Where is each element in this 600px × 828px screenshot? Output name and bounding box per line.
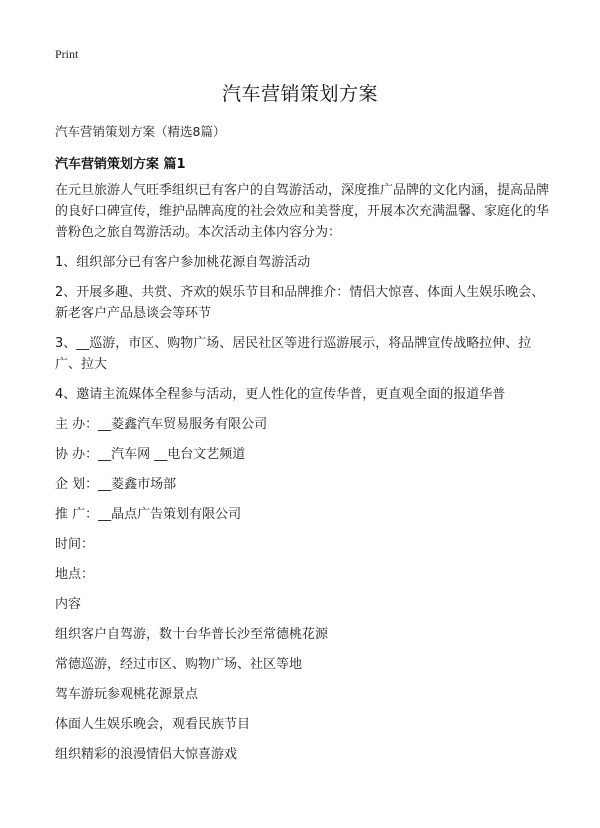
content-item-2: 常德巡游，经过市区、购物广场、社区等地 bbox=[55, 657, 303, 672]
document-body bbox=[55, 180, 550, 765]
promoter-line: 推 广：__晶点广告策划有限公司 bbox=[55, 507, 242, 522]
paragraph-item-2: 2、开展多趣、共赏、齐欢的娱乐节目和品牌推介：情侣大惊喜、体面人生娱乐晚会、新老客户产品恳谈会等环节 bbox=[55, 285, 545, 321]
time-line: 时间： bbox=[55, 537, 95, 552]
paragraph-item-4: 4、邀请主流媒体全程参与活动，更人性化的宣传华普，更直观全面的报道华普 bbox=[55, 387, 506, 402]
content-heading: 内容 bbox=[55, 597, 82, 612]
organizer-line: 主 办：__菱鑫汽车贸易服务有限公司 bbox=[55, 417, 268, 432]
content-item-1: 组织客户自驾游，数十台华普长沙至常德桃花源 bbox=[55, 627, 329, 642]
document-title: 汽车营销策划方案 bbox=[221, 83, 378, 105]
document-subtitle: 汽车营销策划方案（精选8篇） bbox=[55, 124, 226, 139]
paragraph-item-1: 1、组织部分已有客户参加桃花源自驾游活动 bbox=[55, 255, 311, 270]
paragraph-item-3: 3、__巡游，市区、购物广场、居民社区等进行巡游展示，将品牌宣传战略拉伸、拉广、拉大 bbox=[55, 336, 532, 372]
planner-line: 企 划：__菱鑫市场部 bbox=[55, 477, 177, 492]
content-item-4: 体面人生娱乐晚会，观看民族节目 bbox=[55, 717, 251, 732]
location-line: 地点： bbox=[55, 567, 95, 582]
co-organizer-line: 协 办：__汽车网 __电台文艺频道 bbox=[55, 447, 246, 462]
content-item-5: 组织精彩的浪漫情侣大惊喜游戏 bbox=[55, 747, 238, 762]
paragraph-intro: 在元旦旅游人气旺季组织已有客户的自驾游活动，深度推广品牌的文化内涵，提高品牌的良好口碑宣传，维护品牌高度的社会效应和美誉度，开展本次充满温馨、家庭化的华普粉色之旅自驾游活动。本次活动主体内容分为： bbox=[55, 183, 550, 240]
content-item-3: 驾车游玩参观桃花源景点 bbox=[55, 687, 199, 702]
section-heading: 汽车营销策划方案 篇1 bbox=[55, 157, 186, 172]
print-label: Print bbox=[55, 47, 79, 61]
